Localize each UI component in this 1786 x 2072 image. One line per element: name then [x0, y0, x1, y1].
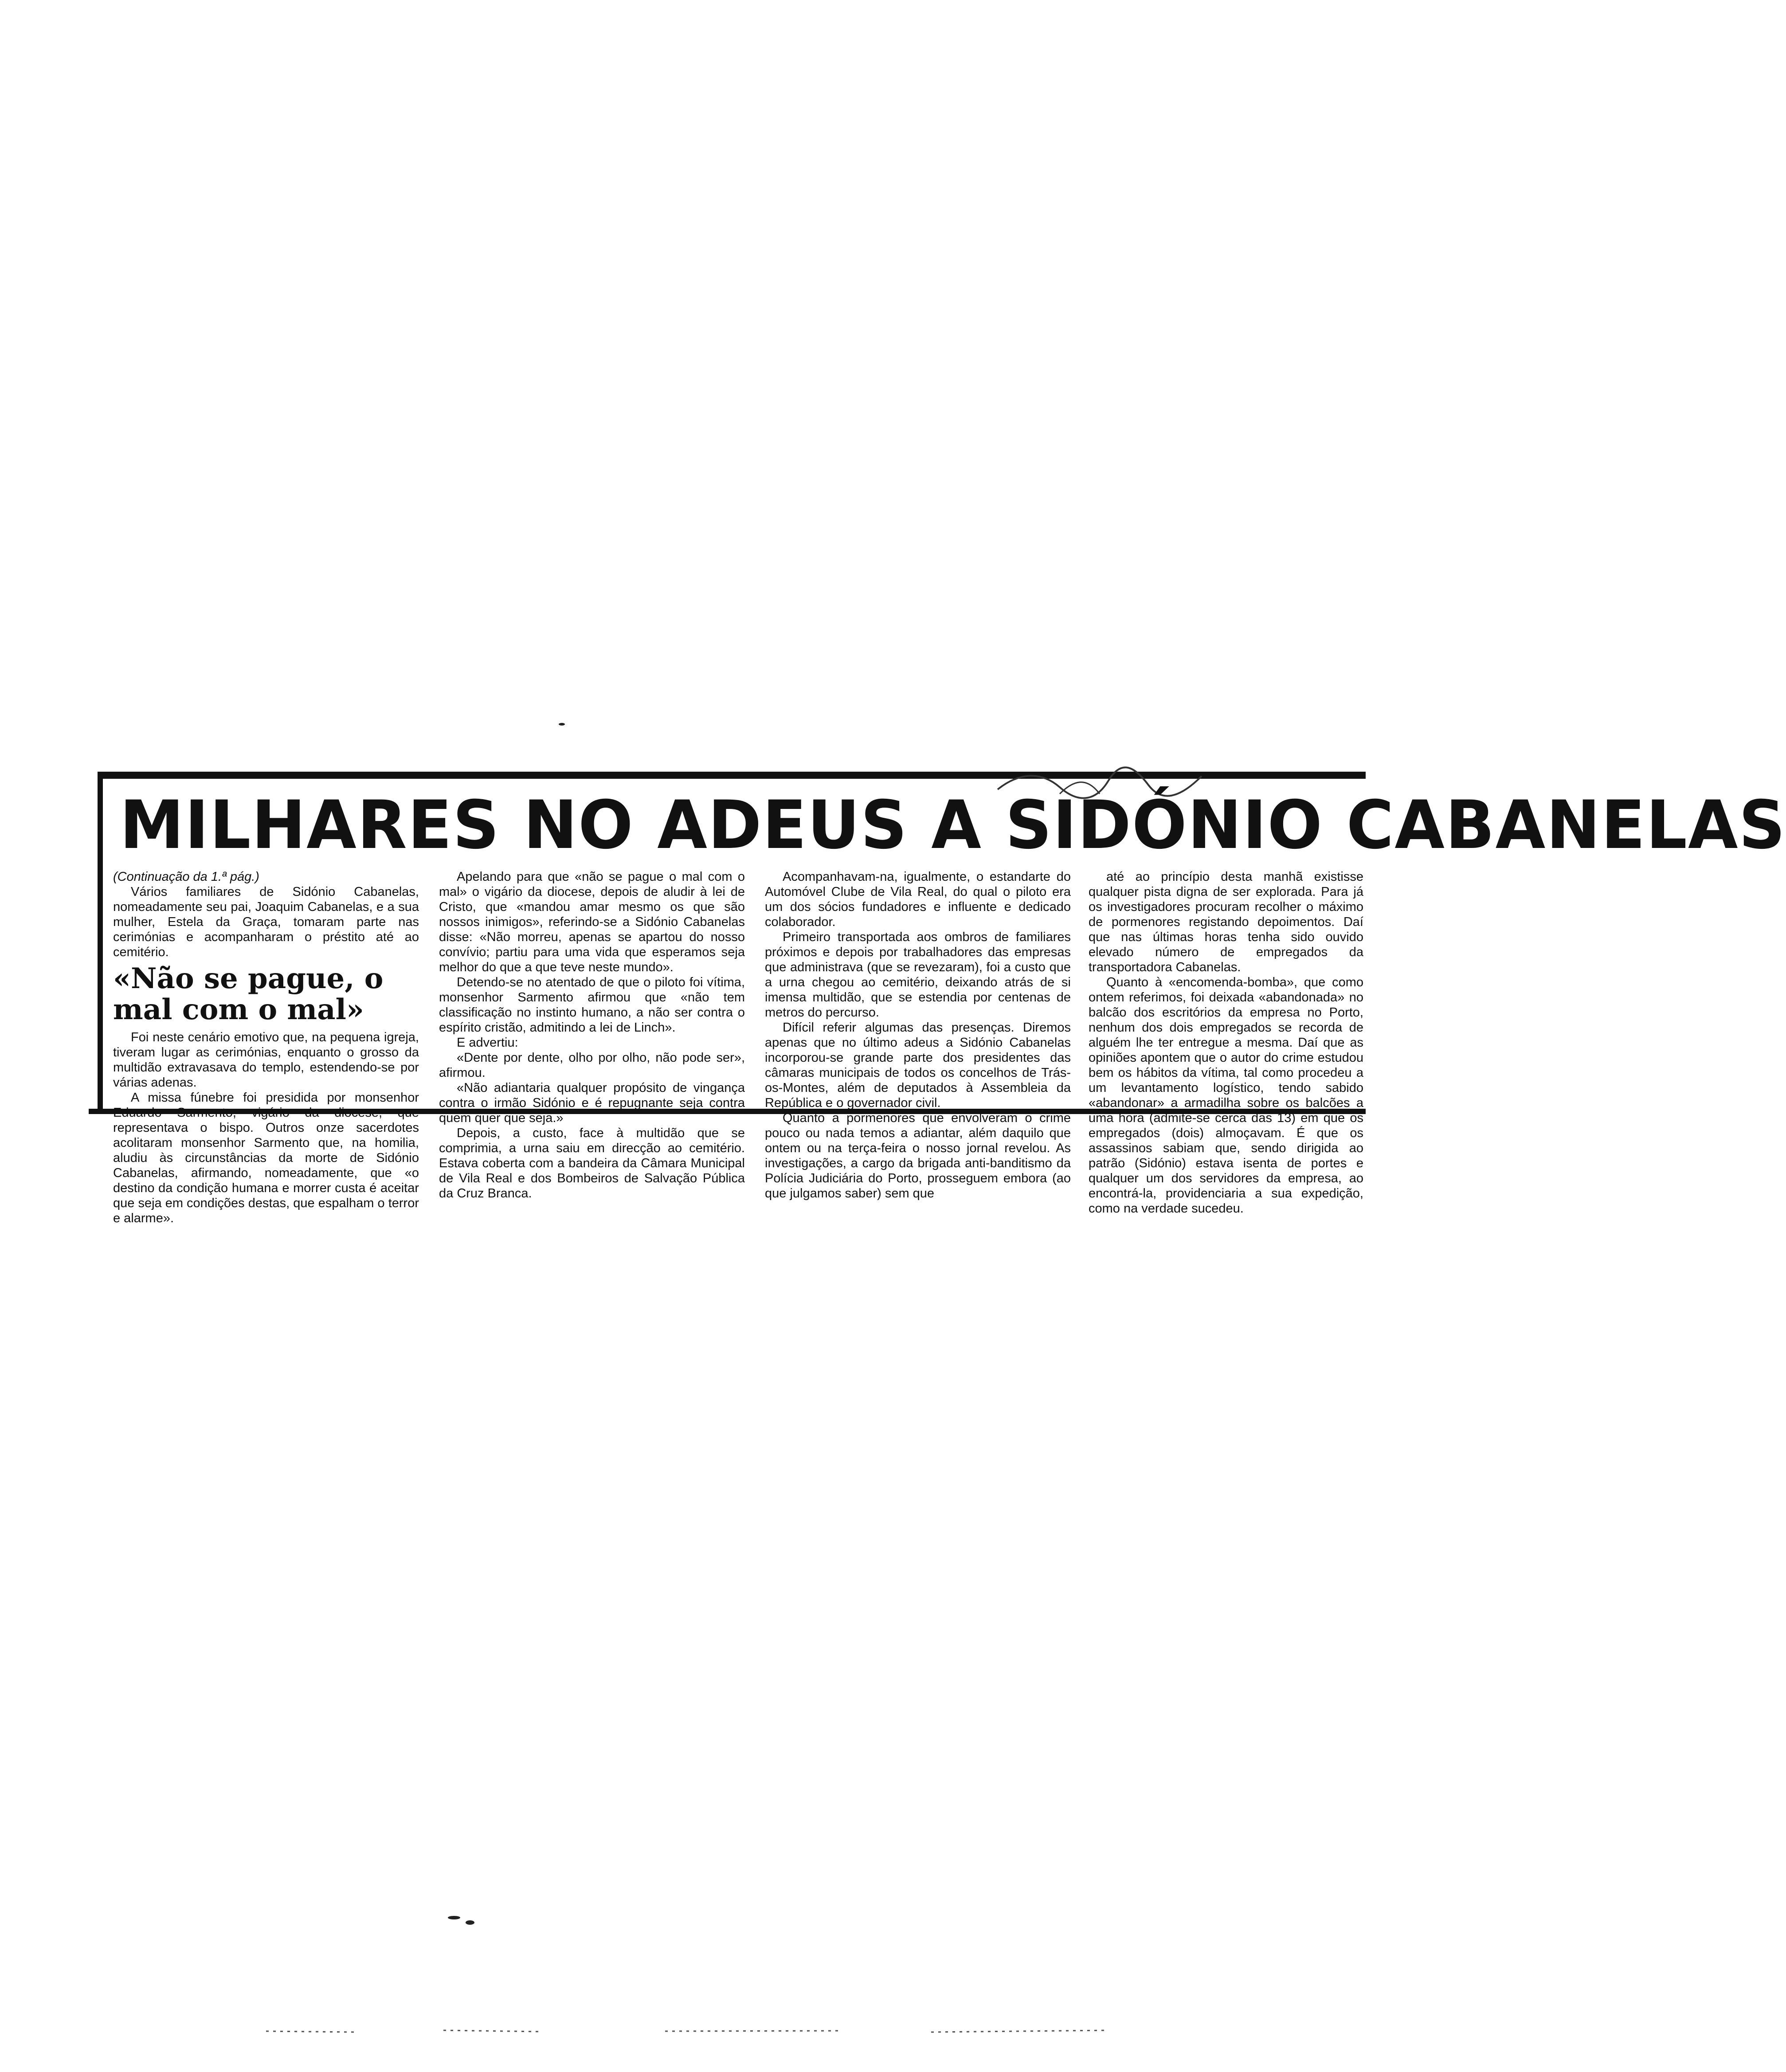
paragraph: Quanto à «encomenda-bomba», que como ontem referimos, foi deixada «abandonada» no balcão dos escritórios da empresa no Porto, nenhum dos dois empregados se recorda de alguém lhe ter entregue a mesma. Daí que as opiniões apontem que o autor do crime estudou bem os hábitos da vítima, tal como procedeu a um levantamento logístico, tendo sabido «abandonar» a armadilha sobre os balcões a uma hora (admite-se cerca das 13) em que os empregados (dois) almoçavam. É que os assassinos sabiam que, sendo dirigida ao patrão (Sidónio) estava isenta de portes e qualquer um dos servidores da empresa, ao encontrá-la, providenciaria a sua expedição, como na verdade sucedeu.: [1089, 975, 1363, 1216]
column-3: [765, 869, 1071, 1201]
paragraph: Foi neste cenário emotivo que, na pequena igreja, tiveram lugar as cerimónias, enquanto o grosso da multidão extravasava do templo, estendendo-se por várias adenas.: [113, 1030, 419, 1090]
newspaper-clipping: [89, 772, 1786, 1225]
paragraph: «Dente por dente, olho por olho, não pode ser», afirmou.: [439, 1051, 745, 1080]
column-2: [439, 869, 745, 1201]
paragraph: Quanto a pormenores que envolveram o crime pouco ou nada temos a adiantar, além daquilo que ontem ou na terça-feira o nosso jornal revelou. As investigações, a cargo da brigada anti-banditismo da Polícia Judiciária do Porto, prosseguem embora (ao que julgamos saber) sem que: [765, 1111, 1071, 1201]
continuation-note: (Continuação da 1.ª pág.): [113, 870, 259, 884]
column-4: [1089, 869, 1363, 1216]
paragraph: Detendo-se no atentado de que o piloto foi vítima, monsenhor Sarmento afirmou que «não tem classificação no instinto humano, a não ser contra o espírito cristão, admitindo a lei de Linch».: [439, 975, 745, 1035]
paragraph: «Não adiantaria qualquer propósito de vingança contra o irmão Sidónio e é repugnante seja contra quem quer que seja.»: [439, 1081, 745, 1125]
paragraph: Apelando para que «não se pague o mal com o mal» o vigário da diocese, depois de aludir à lei de Cristo, que «mandou amar mesmo os que são nossos inimigos», referindo-se a Sidónio Cabanelas disse: «Não morreu, apenas se apartou do nosso convívio; partiu para uma vida que esperamos seja melhor do que a que teve neste mundo».: [439, 870, 745, 974]
paragraph: Difícil referir algumas das presenças. Diremos apenas que no último adeus a Sidónio Cabanelas incorporou-se grande parte dos presidentes das câmaras municipais de todos os concelhos de Trás-os-Montes, além de deputados à Assembleia da República e o governador civil.: [765, 1020, 1071, 1110]
scan-speck: [448, 1916, 460, 1919]
paragraph: Depois, a custo, face à multidão que se comprimia, a urna saiu em direcção ao cemitério. Estava coberta com a bandeira da Câmara Municipal de Vila Real e dos Bombeiros de Salvação Pública da Cruz Branca.: [439, 1126, 745, 1201]
scan-noise-strip: [266, 2027, 1108, 2036]
paragraph: E advertiu:: [457, 1036, 518, 1050]
column-1: [113, 869, 419, 1226]
paragraph: Primeiro transportada aos ombros de familiares próximos e depois por trabalhadores das empresas que administrava (que se revezaram), foi a custo que a urna chegou ao cemitério, deixando atrás de si imensa multidão, que se estendia por centenas de metros do percurso.: [765, 930, 1071, 1020]
scan-speck: [559, 723, 565, 726]
subheading: «Não se pague, o mal com o mal»: [113, 962, 384, 1026]
paragraph: Acompanhavam-na, igualmente, o estandarte do Automóvel Clube de Vila Real, do qual o piloto era um dos sócios fundadores e influente e dedicado colaborador.: [765, 870, 1071, 929]
headline: MILHARES NO ADEUS A SIDÓNIO CABANELAS: [120, 787, 1786, 864]
scan-speck: [466, 1920, 474, 1925]
left-rule: [98, 772, 103, 1113]
paragraph: A missa fúnebre foi presidida por monsenhor Eduardo Sarmento, vigário da diocese, que representava o bispo. Outros onze sacerdotes acolitaram monsenhor Sarmento que, na homilia, aludiu às circunstâncias da morte de Sidónio Cabanelas, afirmando, nomeadamente, que «o destino da condição humana e morrer custa é aceitar que seja em condições destas, que espalham o terror e alarme».: [113, 1091, 419, 1225]
paragraph: Vários familiares de Sidónio Cabanelas, nomeadamente seu pai, Joaquim Cabanelas, e a sua mulher, Estela da Graça, tomaram parte nas cerimónias e acompanharam o préstito até ao cemitério.: [113, 885, 419, 959]
paragraph: até ao princípio desta manhã existisse qualquer pista digna de ser explorada. Para já os investigadores procuram recolher o máximo de pormenores registando depoimentos. Daí que nas últimas horas tenha sido ouvido elevado número de empregados da transportadora Cabanelas.: [1089, 870, 1363, 974]
